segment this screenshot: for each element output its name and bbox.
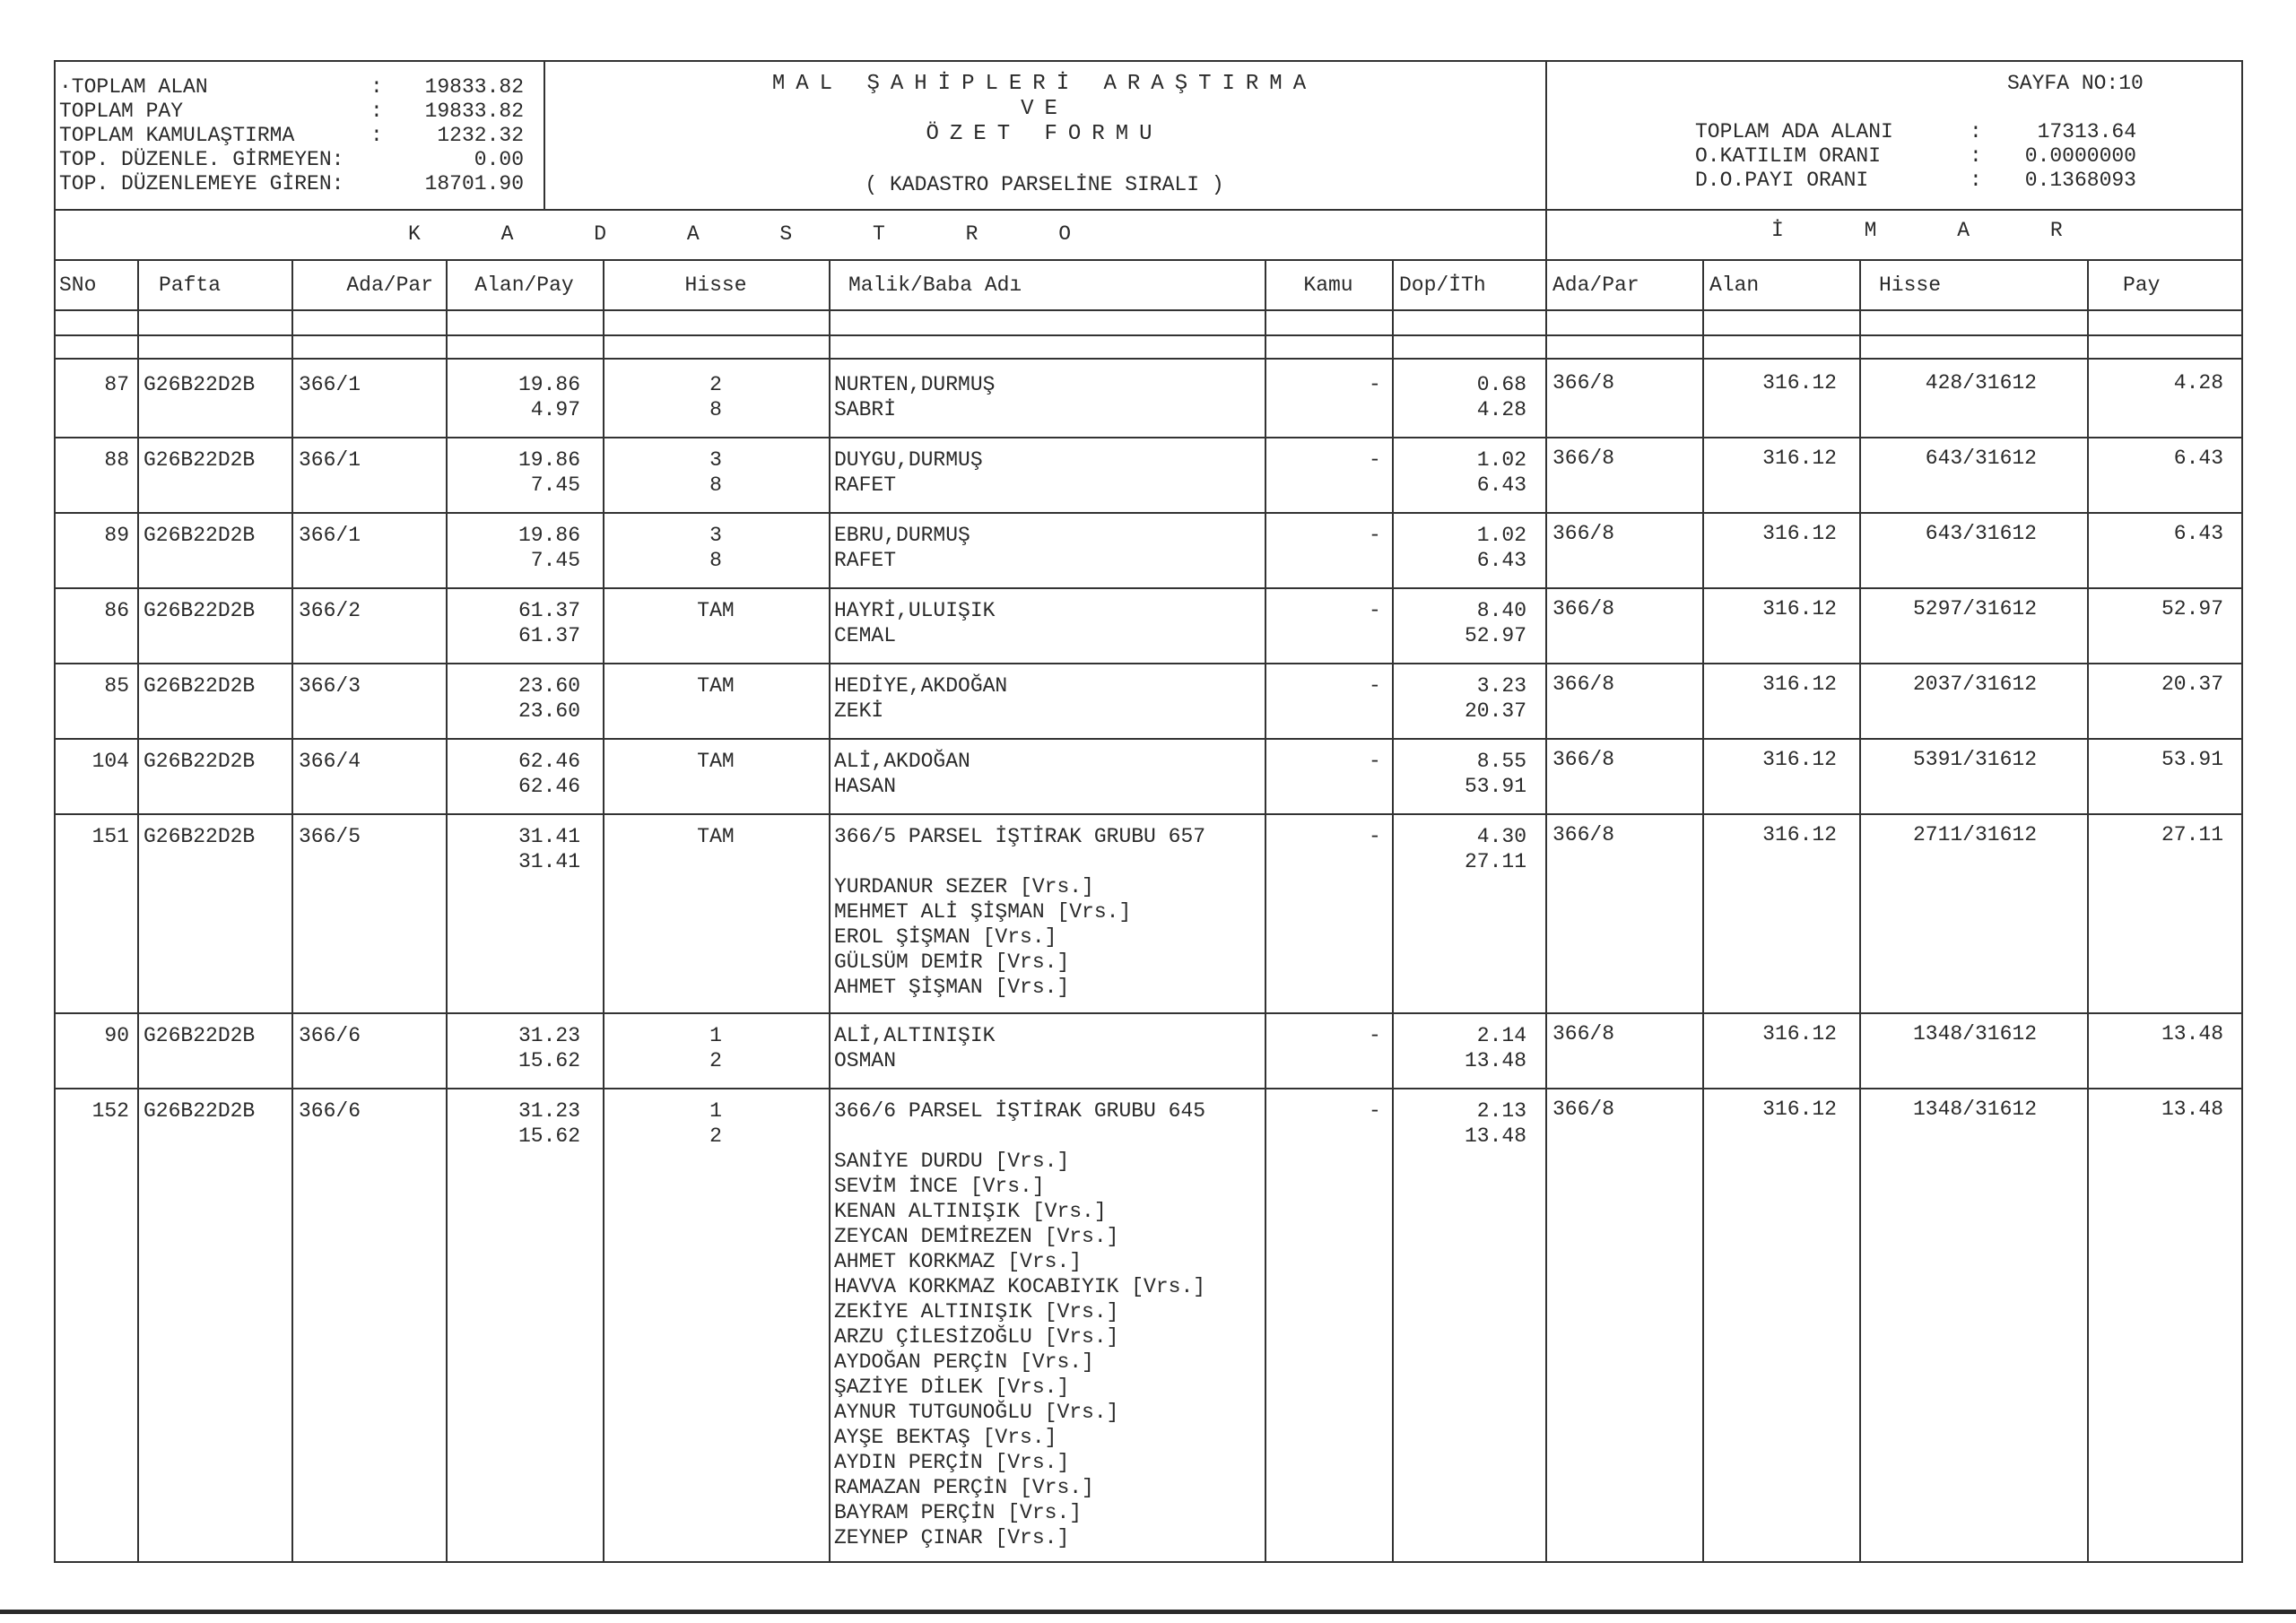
cell-kamu: - (1369, 674, 1381, 698)
cell-ith: 6.43 (1476, 549, 1526, 572)
cell-kamu: - (1369, 448, 1381, 472)
section-header-line (54, 259, 2243, 261)
summary-label: TOP. DÜZENLE. GİRMEYEN: (59, 148, 344, 171)
cell-ith: 27.11 (1464, 850, 1526, 873)
column-header-dop: Dop/İTh (1399, 273, 1486, 297)
cell-imar-ada-par: 366/8 (1552, 1022, 1615, 1046)
cell-ada-par: 366/1 (299, 524, 361, 547)
cell-malik-line: AYDIN PERÇİN [Vrs.] (834, 1451, 1070, 1474)
cell-hisse-pay: 2 (709, 373, 722, 396)
column-header-ada-par: Ada/Par (346, 273, 433, 297)
cell-malik-line: HAYRİ,ULUIŞIK (834, 599, 996, 622)
cell-kamu: - (1369, 750, 1381, 773)
summary-sep: : (370, 100, 383, 123)
page-info-label: O.KATILIM ORANI (1695, 144, 1882, 168)
cell-alan: 62.46 (517, 750, 580, 773)
cell-malik-line: CEMAL (834, 624, 897, 647)
cell-ada-par: 366/3 (299, 674, 361, 698)
cell-imar-hisse: 2711/31612 (1912, 823, 2037, 846)
cell-imar-hisse: 428/31612 (1925, 371, 2037, 395)
cell-pay: 31.41 (517, 850, 580, 873)
cell-imar-pay: 27.11 (2161, 823, 2223, 846)
row-separator (54, 1012, 2243, 1014)
cell-ith: 53.91 (1464, 775, 1526, 798)
summary-sep: : (370, 75, 383, 99)
column-divider (291, 259, 293, 1563)
cell-imar-alan: 316.12 (1762, 522, 1837, 545)
page-info-sep: : (1970, 144, 1982, 168)
cell-malik-line: GÜLSÜM DEMİR [Vrs.] (834, 950, 1070, 974)
cell-imar-alan: 316.12 (1762, 447, 1837, 470)
column-subline-2 (54, 358, 2243, 360)
cell-pay: 15.62 (517, 1049, 580, 1072)
cell-dop: 2.14 (1476, 1024, 1526, 1047)
cell-malik-line: RAMAZAN PERÇİN [Vrs.] (834, 1476, 1094, 1499)
cell-malik-line: NURTEN,DURMUŞ (834, 373, 996, 396)
cell-imar-hisse: 2037/31612 (1912, 673, 2037, 696)
column-header-alan-pay: Alan/Pay (474, 273, 574, 297)
cell-sno: 151 (91, 825, 129, 848)
cell-malik-line: AYNUR TUTGUNOĞLU [Vrs.] (834, 1401, 1119, 1424)
cell-malik-line: SANİYE DURDU [Vrs.] (834, 1150, 1070, 1173)
form-title-line1: MAL ŞAHİPLERİ ARAŞTIRMA (771, 72, 1318, 96)
cell-hisse-pay: 3 (709, 448, 722, 472)
cell-ada-par: 366/4 (299, 750, 361, 773)
section-imar: İ M A R (1771, 219, 2097, 242)
cell-malik-line: ZEYCAN DEMİREZEN [Vrs.] (834, 1225, 1119, 1248)
cell-sno: 104 (91, 750, 129, 773)
cell-imar-ada-par: 366/8 (1552, 597, 1615, 621)
column-header-imar-ada-par: Ada/Par (1552, 273, 1639, 297)
cell-alan: 61.37 (517, 599, 580, 622)
row-separator (54, 1088, 2243, 1089)
cell-dop: 8.40 (1476, 599, 1526, 622)
row-separator (54, 512, 2243, 514)
column-divider (137, 259, 139, 1563)
cell-sno: 152 (91, 1099, 129, 1123)
cell-pay: 61.37 (517, 624, 580, 647)
summary-value: 18701.90 (424, 172, 524, 195)
cell-malik-line: ŞAZİYE DİLEK [Vrs.] (834, 1376, 1070, 1399)
cell-imar-hisse: 1348/31612 (1912, 1098, 2037, 1121)
cell-imar-pay: 13.48 (2161, 1022, 2223, 1046)
form-title-line3: ÖZET FORMU (926, 122, 1163, 146)
cell-ada-par: 366/1 (299, 373, 361, 396)
cell-hisse-pay: 1 (709, 1024, 722, 1047)
summary-value: 19833.82 (424, 75, 524, 99)
page-info-sep: : (1970, 120, 1982, 143)
cell-pafta: G26B22D2B (144, 674, 256, 698)
cell-imar-ada-par: 366/8 (1552, 522, 1615, 545)
page-info-value: 0.1368093 (2024, 169, 2136, 192)
cell-ada-par: 366/6 (299, 1024, 361, 1047)
cell-sno: 90 (104, 1024, 129, 1047)
summary-value: 1232.32 (437, 124, 524, 147)
cell-alan: 31.23 (517, 1099, 580, 1123)
cell-kamu: - (1369, 825, 1381, 848)
cell-hisse-pay: TAM (697, 674, 735, 698)
cell-imar-hisse: 1348/31612 (1912, 1022, 2037, 1046)
cell-dop: 4.30 (1476, 825, 1526, 848)
summary-label: TOPLAM KAMULAŞTIRMA (59, 124, 295, 147)
cell-alan: 19.86 (517, 373, 580, 396)
cell-malik-line: BAYRAM PERÇİN [Vrs.] (834, 1501, 1083, 1524)
cell-malik-line: EROL ŞİŞMAN [Vrs.] (834, 925, 1057, 949)
cell-kamu: - (1369, 599, 1381, 622)
cell-hisse-payda: 8 (709, 549, 722, 572)
cell-imar-hisse: 5297/31612 (1912, 597, 2037, 621)
cell-ada-par: 366/6 (299, 1099, 361, 1123)
cell-ada-par: 366/1 (299, 448, 361, 472)
cell-pay: 4.97 (530, 398, 580, 421)
form-subtitle: ( KADASTRO PARSELİNE SIRALI ) (865, 173, 1224, 196)
row-separator (54, 813, 2243, 815)
cell-hisse-pay: 1 (709, 1099, 722, 1123)
cell-malik-line: AHMET ŞİŞMAN [Vrs.] (834, 976, 1070, 999)
row-separator (54, 587, 2243, 589)
cell-imar-alan: 316.12 (1762, 748, 1837, 771)
cell-malik-line: SABRİ (834, 398, 897, 421)
cell-imar-pay: 6.43 (2173, 522, 2223, 545)
column-header-sno: SNo (59, 273, 97, 297)
cell-imar-pay: 4.28 (2173, 371, 2223, 395)
cell-malik-line: ALİ,AKDOĞAN (834, 750, 970, 773)
page-info-label: D.O.PAYI ORANI (1695, 169, 1869, 192)
cell-malik-line: ALİ,ALTINIŞIK (834, 1024, 996, 1047)
cell-malik-line: HAVVA KORKMAZ KOCABIYIK [Vrs.] (834, 1275, 1206, 1298)
cell-sno: 85 (104, 674, 129, 698)
cell-imar-ada-par: 366/8 (1552, 1098, 1615, 1121)
cell-malik-line: AYDOĞAN PERÇİN [Vrs.] (834, 1350, 1094, 1374)
cell-dop: 2.13 (1476, 1099, 1526, 1123)
cell-imar-ada-par: 366/8 (1552, 823, 1615, 846)
cell-malik-line: HEDİYE,AKDOĞAN (834, 674, 1008, 698)
cell-kamu: - (1369, 1024, 1381, 1047)
cell-pay: 62.46 (517, 775, 580, 798)
cell-pafta: G26B22D2B (144, 448, 256, 472)
cell-imar-hisse: 643/31612 (1925, 447, 2037, 470)
kadastro-imar-divider (1545, 60, 1547, 1563)
cell-imar-alan: 316.12 (1762, 673, 1837, 696)
column-subline-1 (54, 334, 2243, 336)
cell-hisse-payda: 2 (709, 1124, 722, 1148)
cell-malik-line: YURDANUR SEZER [Vrs.] (834, 875, 1094, 898)
cell-pafta: G26B22D2B (144, 1024, 256, 1047)
cell-ada-par: 366/5 (299, 825, 361, 848)
cell-ith: 13.48 (1464, 1049, 1526, 1072)
cell-imar-ada-par: 366/8 (1552, 748, 1615, 771)
cell-kamu: - (1369, 373, 1381, 396)
column-header-imar-alan: Alan (1709, 273, 1760, 297)
page-info-sep: : (1970, 169, 1982, 192)
cell-sno: 89 (104, 524, 129, 547)
cell-sno: 88 (104, 448, 129, 472)
cell-hisse-pay: TAM (697, 599, 735, 622)
cell-imar-alan: 316.12 (1762, 1098, 1837, 1121)
cell-imar-alan: 316.12 (1762, 823, 1837, 846)
cell-pafta: G26B22D2B (144, 524, 256, 547)
cell-sno: 86 (104, 599, 129, 622)
cell-pafta: G26B22D2B (144, 1099, 256, 1123)
cell-imar-pay: 6.43 (2173, 447, 2223, 470)
cell-hisse-pay: TAM (697, 825, 735, 848)
column-header-imar-hisse: Hisse (1879, 273, 1942, 297)
cell-kamu: - (1369, 1099, 1381, 1123)
column-header-imar-pay: Pay (2123, 273, 2161, 297)
cell-ada-par: 366/2 (299, 599, 361, 622)
page-number: SAYFA NO:10 (2007, 72, 2144, 95)
cell-malik-line: 366/5 PARSEL İŞTİRAK GRUBU 657 (834, 825, 1206, 848)
summary-label: TOP. DÜZENLEMEYE GİREN: (59, 172, 344, 195)
column-header-pafta: Pafta (159, 273, 222, 297)
page-info-label: TOPLAM ADA ALANI (1695, 120, 1893, 143)
cell-malik-line: MEHMET ALİ ŞİŞMAN [Vrs.] (834, 900, 1132, 924)
cell-imar-alan: 316.12 (1762, 1022, 1837, 1046)
cell-hisse-payda: 8 (709, 398, 722, 421)
cell-sno: 87 (104, 373, 129, 396)
cell-imar-hisse: 643/31612 (1925, 522, 2037, 545)
cell-malik-line: KENAN ALTINIŞIK [Vrs.] (834, 1200, 1107, 1223)
cell-malik-line: AHMET KORKMAZ [Vrs.] (834, 1250, 1083, 1273)
section-kadastro: K A D A S T R O (408, 222, 1106, 246)
cell-imar-pay: 13.48 (2161, 1098, 2223, 1121)
summary-value: 19833.82 (424, 100, 524, 123)
summary-value: 0.00 (474, 148, 524, 171)
column-divider (829, 259, 831, 1563)
cell-pay: 23.60 (517, 699, 580, 723)
cell-malik-line: RAFET (834, 473, 897, 497)
cell-malik-line: RAFET (834, 549, 897, 572)
cell-malik-line: AYŞE BEKTAŞ [Vrs.] (834, 1426, 1057, 1449)
cell-dop: 1.02 (1476, 448, 1526, 472)
column-divider (1265, 259, 1266, 1563)
cell-imar-ada-par: 366/8 (1552, 371, 1615, 395)
cell-ith: 4.28 (1476, 398, 1526, 421)
summary-label: TOPLAM PAY (59, 100, 184, 123)
cell-imar-hisse: 5391/31612 (1912, 748, 2037, 771)
header-bottom-line (54, 209, 2243, 211)
cell-malik-line: ZEYNEP ÇINAR [Vrs.] (834, 1526, 1070, 1549)
column-header-line (54, 309, 2243, 311)
cell-imar-alan: 316.12 (1762, 371, 1837, 395)
cell-pay: 7.45 (530, 473, 580, 497)
bottom-rule (0, 1610, 2296, 1614)
cell-imar-pay: 20.37 (2161, 673, 2223, 696)
page-info-value: 17313.64 (2037, 120, 2136, 143)
cell-dop: 3.23 (1476, 674, 1526, 698)
cell-hisse-pay: TAM (697, 750, 735, 773)
cell-malik-line: ZEKİYE ALTINIŞIK [Vrs.] (834, 1300, 1119, 1324)
cell-alan: 19.86 (517, 524, 580, 547)
row-separator (54, 437, 2243, 438)
cell-alan: 31.23 (517, 1024, 580, 1047)
cell-imar-pay: 52.97 (2161, 597, 2223, 621)
cell-malik-line: ARZU ÇİLESİZOĞLU [Vrs.] (834, 1325, 1119, 1349)
cell-alan: 19.86 (517, 448, 580, 472)
cell-pafta: G26B22D2B (144, 373, 256, 396)
column-header-malik: Malik/Baba Adı (848, 273, 1022, 297)
column-header-hisse: Hisse (684, 273, 747, 297)
cell-pafta: G26B22D2B (144, 750, 256, 773)
cell-dop: 1.02 (1476, 524, 1526, 547)
cell-pafta: G26B22D2B (144, 599, 256, 622)
cell-malik-line: DUYGU,DURMUŞ (834, 448, 983, 472)
row-separator (54, 738, 2243, 740)
cell-ith: 6.43 (1476, 473, 1526, 497)
cell-pay: 7.45 (530, 549, 580, 572)
summary-label: ·TOPLAM ALAN (59, 75, 208, 99)
cell-malik-line: SEVİM İNCE [Vrs.] (834, 1175, 1045, 1198)
page-info-value: 0.0000000 (2024, 144, 2136, 168)
cell-malik-line: OSMAN (834, 1049, 897, 1072)
cell-dop: 8.55 (1476, 750, 1526, 773)
cell-alan: 23.60 (517, 674, 580, 698)
cell-imar-ada-par: 366/8 (1552, 673, 1615, 696)
cell-imar-pay: 53.91 (2161, 748, 2223, 771)
column-header-kamu: Kamu (1303, 273, 1353, 297)
summary-sep: : (370, 124, 383, 147)
cell-malik-line: EBRU,DURMUŞ (834, 524, 970, 547)
cell-malik-line: HASAN (834, 775, 897, 798)
cell-ith: 52.97 (1464, 624, 1526, 647)
cell-imar-alan: 316.12 (1762, 597, 1837, 621)
cell-hisse-payda: 2 (709, 1049, 722, 1072)
cell-pafta: G26B22D2B (144, 825, 256, 848)
cell-alan: 31.41 (517, 825, 580, 848)
cell-malik-line: 366/6 PARSEL İŞTİRAK GRUBU 645 (834, 1099, 1206, 1123)
cell-ith: 13.48 (1464, 1124, 1526, 1148)
cell-dop: 0.68 (1476, 373, 1526, 396)
cell-hisse-pay: 3 (709, 524, 722, 547)
cell-malik-line: ZEKİ (834, 699, 884, 723)
form-title-line2: VE (1021, 97, 1068, 121)
cell-hisse-payda: 8 (709, 473, 722, 497)
cell-imar-ada-par: 366/8 (1552, 447, 1615, 470)
cell-ith: 20.37 (1464, 699, 1526, 723)
cell-pay: 15.62 (517, 1124, 580, 1148)
cell-kamu: - (1369, 524, 1381, 547)
row-separator (54, 663, 2243, 664)
